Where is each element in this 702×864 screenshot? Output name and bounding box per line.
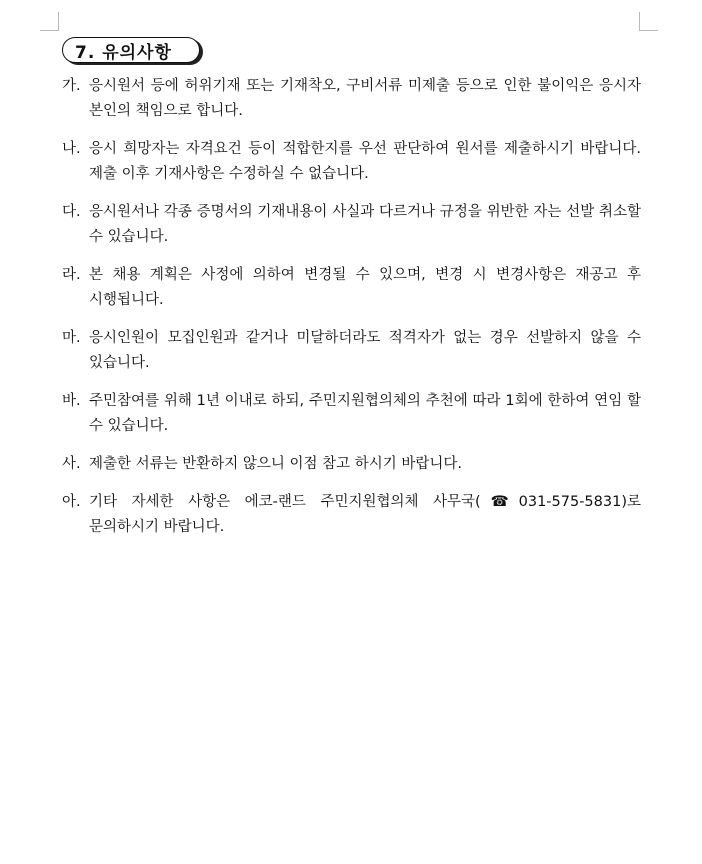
notice-item	[62, 137, 641, 187]
notice-item	[62, 263, 641, 313]
notice-list	[62, 74, 641, 553]
item-text: 응시원서나 각종 증명서의 기재내용이 사실과 다르거나 규정을 위반한 자는 선발 취소할 수 있습니다.	[89, 204, 641, 245]
item-marker: 다.	[62, 204, 81, 220]
item-marker: 사.	[62, 456, 81, 472]
item-text: 응시 희망자는 자격요건 등이 적합한지를 우선 판단하여 원서를 제출하시기 바랍니다. 제출 이후 기재사항은 수정하실 수 없습니다.	[89, 141, 641, 182]
notice-item	[62, 200, 641, 250]
notice-item	[62, 389, 641, 439]
item-text: 응시원서 등에 허위기재 또는 기재착오, 구비서류 미제출 등으로 인한 불이익은 응시자 본인의 책임으로 합니다.	[89, 78, 641, 119]
item-text: 응시인원이 모집인원과 같거나 미달하더라도 적격자가 없는 경우 선발하지 않을 수 있습니다.	[89, 330, 641, 371]
notice-item	[62, 326, 641, 376]
item-marker: 가.	[62, 78, 81, 94]
item-marker: 아.	[62, 494, 81, 510]
item-text: 본 채용 계획은 사정에 의하여 변경될 수 있으며, 변경 시 변경사항은 재공고 후 시행됩니다.	[89, 267, 641, 308]
section-title	[62, 37, 200, 63]
crop-mark-top-left	[40, 12, 59, 31]
item-marker: 나.	[62, 141, 81, 157]
item-text: 주민참여를 위해 1년 이내로 하되, 주민지원협의체의 추천에 따라 1회에 한하여 연임 할 수 있습니다.	[89, 393, 641, 434]
section-title-text: 7. 유의사항	[75, 42, 172, 63]
notice-item	[62, 452, 641, 477]
item-text: 제출한 서류는 반환하지 않으니 이점 참고 하시기 바랍니다.	[89, 456, 463, 472]
notice-item	[62, 490, 641, 540]
item-marker: 마.	[62, 330, 81, 346]
item-text: 기타 자세한 사항은 에코-랜드 주민지원협의체 사무국(☎031-575-5831)로 문의하시기 바랍니다.	[89, 494, 641, 535]
crop-mark-top-right	[639, 12, 658, 31]
item-marker: 라.	[62, 267, 81, 283]
item-marker: 바.	[62, 393, 81, 409]
notice-item	[62, 74, 641, 124]
